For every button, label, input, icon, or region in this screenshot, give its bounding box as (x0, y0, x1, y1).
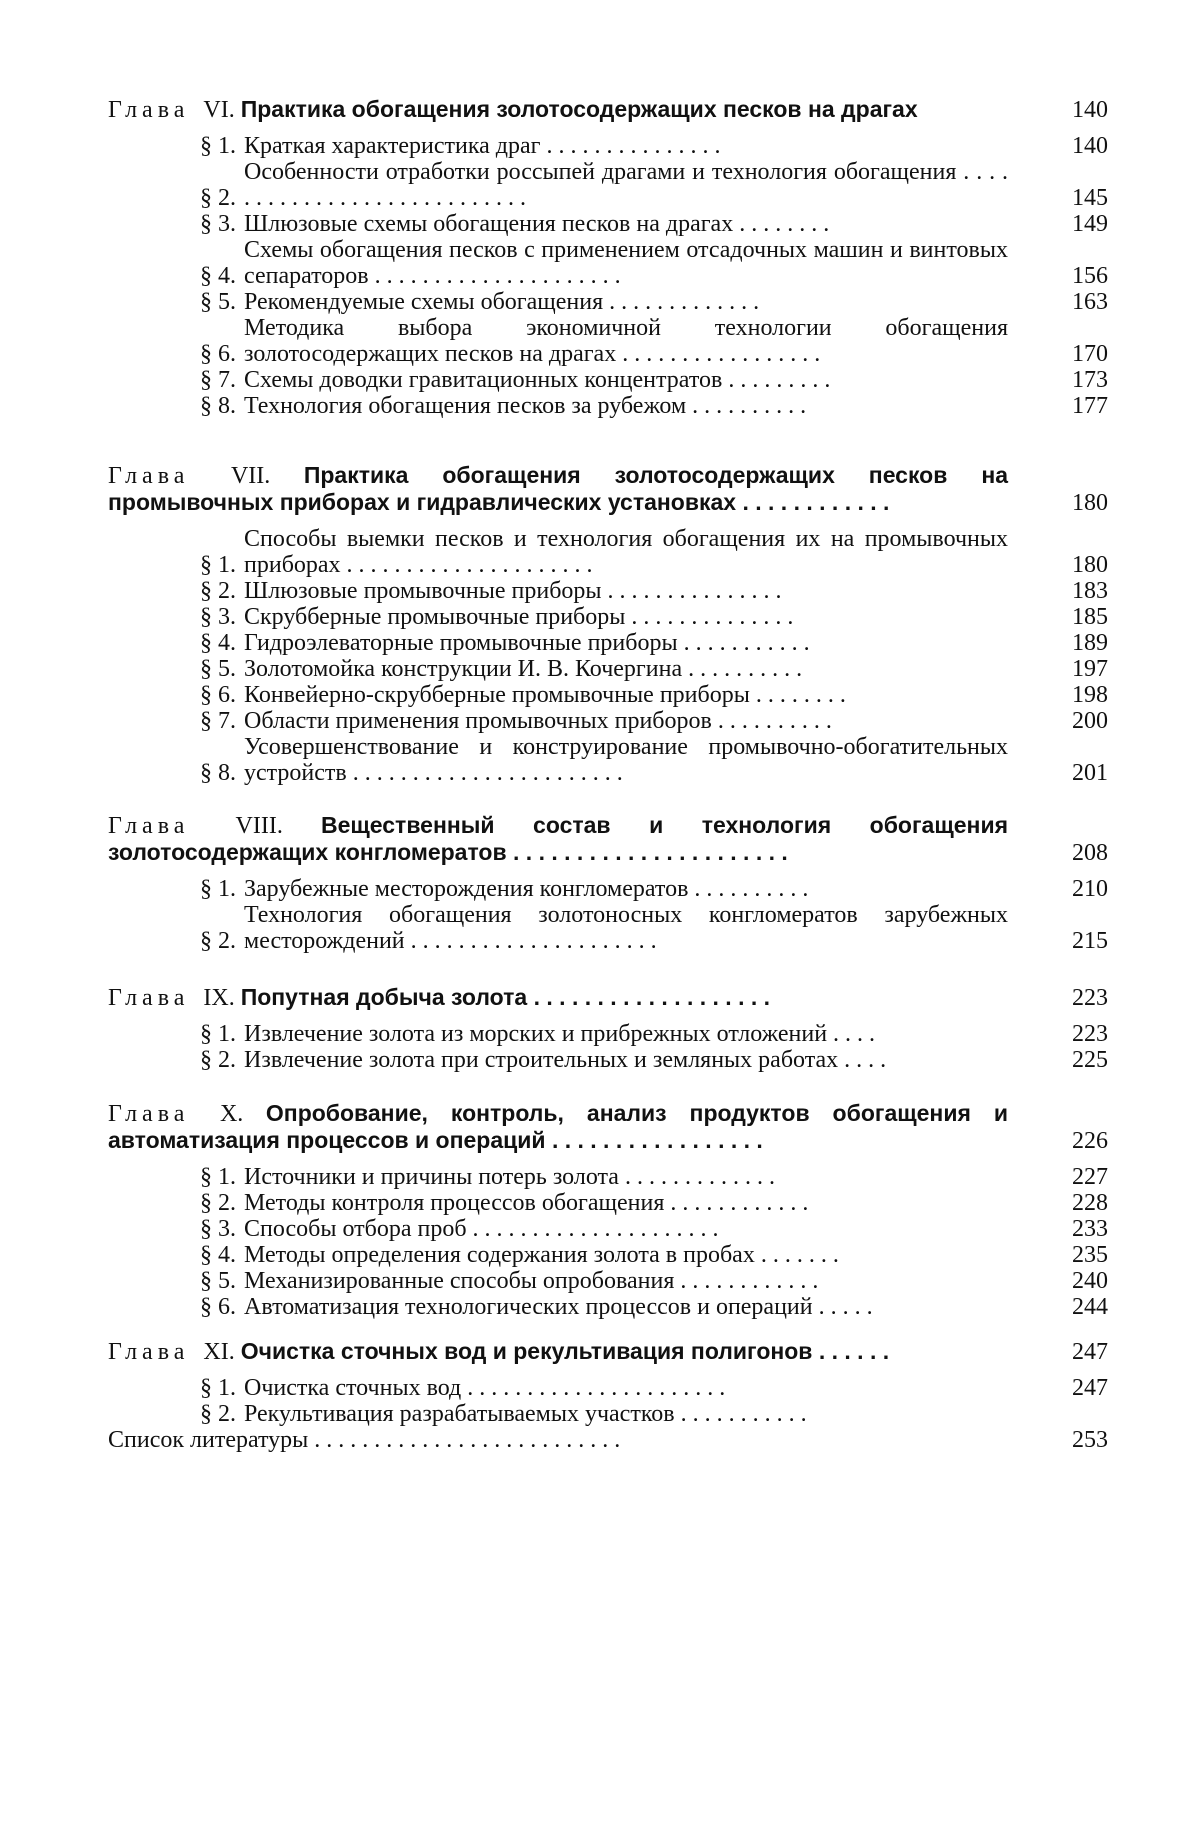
chapter-page-number: 180 (1072, 490, 1108, 516)
chapter-heading: Практика обогащения золотосодержащих песков на промывочных приборах и гидравлических установках . . . . . . . . . . . . (108, 462, 1009, 515)
chapter-number: VI. (203, 97, 235, 123)
section-title: Механизированные способы опробования . . . . . . . . . . . . (244, 1268, 819, 1294)
chapter-title-row (108, 1100, 1108, 1154)
section-title: Извлечение золота при строительных и земляных работах . . . . (244, 1047, 887, 1073)
section-page: 180 (1072, 552, 1108, 578)
section-number: § 1. (200, 1021, 236, 1047)
section-title: Особенности отработки россыпей драгами и технология обогащения . . . . . . . . . . . . . . . . . . . . . . . . . . . . (244, 159, 1008, 211)
section-page: 200 (1072, 708, 1108, 734)
toc-entry (108, 393, 1108, 419)
section-number: § 6. (200, 341, 236, 367)
toc-entry (108, 237, 1108, 289)
section-page: 185 (1072, 604, 1108, 630)
toc-entry (108, 656, 1108, 682)
section-title: Усовершенствование и конструирование промывочно-обогатительных устройств . . . . . . . . . . . . . . . . . . . . . . . (244, 734, 1008, 786)
section-title: Источники и причины потерь золота . . . . . . . . . . . . . (244, 1164, 775, 1190)
chapter-number: VII. (230, 463, 271, 489)
section-title: Краткая характеристика драг . . . . . . . . . . . . . . . (244, 133, 721, 159)
chapter-9 (108, 984, 1108, 1073)
chapter-entries (108, 1021, 1108, 1073)
toc-entry (108, 1294, 1108, 1320)
section-title: Технология обогащения золотоносных конгломератов зарубежных месторождений . . . . . . . . . . . . . . . . . . . . . (244, 902, 1008, 954)
toc-entry (108, 630, 1108, 656)
section-number: § 3. (200, 604, 236, 630)
chapter-8 (108, 812, 1108, 954)
section-number: § 1. (200, 133, 236, 159)
chapter-number: IX. (203, 985, 235, 1011)
section-page: 223 (1072, 1021, 1108, 1047)
section-page: 225 (1072, 1047, 1108, 1073)
section-page: 247 (1072, 1375, 1108, 1401)
section-title: Зарубежные месторождения конгломератов . . . . . . . . . . (244, 876, 809, 902)
toc-entry (108, 734, 1108, 786)
toc-entry (108, 315, 1108, 367)
toc-entry (108, 1190, 1108, 1216)
chapter-page-number: 223 (1072, 985, 1108, 1011)
section-title: Рекомендуемые схемы обогащения . . . . . . . . . . . . . (244, 289, 760, 315)
section-title: Золотомойка конструкции И. В. Кочергина . . . . . . . . . . (244, 656, 803, 682)
chapter-entries (108, 1164, 1108, 1320)
chapter-page-number: 247 (1072, 1339, 1108, 1365)
toc-entry (108, 1375, 1108, 1401)
chapter-6 (108, 96, 1108, 419)
chapter-label: Глава (108, 463, 190, 489)
section-page: 163 (1072, 289, 1108, 315)
toc-entry (108, 289, 1108, 315)
section-number: § 7. (200, 708, 236, 734)
section-title: Скрубберные промывочные приборы . . . . . . . . . . . . . . (244, 604, 794, 630)
chapter-entries (108, 876, 1108, 954)
section-number: § 5. (200, 289, 236, 315)
section-number: § 5. (200, 656, 236, 682)
section-title: Шлюзовые схемы обогащения песков на драгах . . . . . . . . (244, 211, 830, 237)
chapter-label: Глава (108, 985, 190, 1011)
toc-entry (108, 1401, 1108, 1427)
chapter-page-number: 208 (1072, 840, 1108, 866)
section-title: Схемы доводки гравитационных концентратов . . . . . . . . . (244, 367, 831, 393)
section-title: Методы определения содержания золота в пробах . . . . . . . (244, 1242, 839, 1268)
section-page: 210 (1072, 876, 1108, 902)
chapter-label: Глава (108, 813, 190, 839)
toc-entry (108, 211, 1108, 237)
section-page: 227 (1072, 1164, 1108, 1190)
toc-entry (108, 1164, 1108, 1190)
section-number: § 3. (200, 211, 236, 237)
chapter-heading: Практика обогащения золотосодержащих песков на драгах (240, 96, 918, 122)
chapter-entries (108, 133, 1108, 419)
section-title: Способы отбора проб . . . . . . . . . . . . . . . . . . . . . (244, 1216, 719, 1242)
chapter-heading: Очистка сточных вод и рекультивация полигонов . . . . . . (240, 1338, 890, 1364)
toc-entry (108, 1047, 1108, 1073)
section-page: 215 (1072, 928, 1108, 954)
section-number: § 6. (200, 1294, 236, 1320)
chapter-title-row (108, 812, 1108, 866)
toc-entry (108, 133, 1108, 159)
section-title: Гидроэлеваторные промывочные приборы . . . . . . . . . . . (244, 630, 810, 656)
section-page: 149 (1072, 211, 1108, 237)
chapter-label: Глава (108, 1101, 190, 1127)
toc-entry (108, 1242, 1108, 1268)
chapter-title-row (108, 1338, 1108, 1365)
section-number: § 4. (200, 1242, 236, 1268)
toc-entry (108, 876, 1108, 902)
section-title: Автоматизация технологических процессов и операций . . . . . (244, 1294, 873, 1320)
section-number: § 2. (200, 185, 236, 211)
section-number: § 3. (200, 1216, 236, 1242)
section-number: § 1. (200, 1164, 236, 1190)
section-number: § 2. (200, 1401, 236, 1427)
section-page: 173 (1072, 367, 1108, 393)
section-page: 244 (1072, 1294, 1108, 1320)
chapter-page-number: 226 (1072, 1128, 1108, 1154)
section-page: 201 (1072, 760, 1108, 786)
chapter-title-row (108, 96, 1108, 123)
bibliography-title: Список литературы . . . . . . . . . . . . . . . . . . . . . . . . . . (108, 1427, 621, 1453)
section-number: § 4. (200, 263, 236, 289)
section-title: Схемы обогащения песков с применением отсадочных машин и винтовых сепараторов . . . . . . . . . . . . . . . . . . . . . (244, 237, 1008, 289)
chapter-heading: Вещественный состав и технология обогащения золотосодержащих конгломератов . . . . . . . . . . . . . . . . . . . . . . (108, 812, 1009, 865)
section-page: 170 (1072, 341, 1108, 367)
toc-entry (108, 1216, 1108, 1242)
chapter-11 (108, 1338, 1108, 1453)
section-title: Очистка сточных вод . . . . . . . . . . . . . . . . . . . . . . (244, 1375, 726, 1401)
bibliography-entry (108, 1427, 1108, 1453)
section-title: Рекультивация разрабатываемых участков . . . . . . . . . . . (244, 1401, 807, 1427)
chapter-title-row (108, 984, 1108, 1011)
section-page: 198 (1072, 682, 1108, 708)
chapter-page-number: 140 (1072, 97, 1108, 123)
toc-entry (108, 708, 1108, 734)
section-number: § 2. (200, 1047, 236, 1073)
chapter-number: VIII. (235, 813, 283, 839)
chapter-label: Глава (108, 1339, 190, 1365)
section-number: § 7. (200, 367, 236, 393)
section-number: § 8. (200, 393, 236, 419)
chapter-heading: Попутная добыча золота . . . . . . . . . . . . . . . . . . . (240, 984, 771, 1010)
bibliography-page: 253 (1072, 1427, 1108, 1453)
chapter-entries (108, 1375, 1108, 1453)
chapter-10 (108, 1100, 1108, 1320)
chapter-number: XI. (203, 1339, 235, 1365)
toc-entry (108, 682, 1108, 708)
section-number: § 8. (200, 760, 236, 786)
section-number: § 1. (200, 1375, 236, 1401)
section-number: § 1. (200, 552, 236, 578)
section-page: 235 (1072, 1242, 1108, 1268)
toc-entry (108, 902, 1108, 954)
toc-entry (108, 604, 1108, 630)
section-title: Способы выемки песков и технология обогащения их на промывочных приборах . . . . . . . . . . . . . . . . . . . . . (244, 526, 1008, 578)
section-number: § 2. (200, 928, 236, 954)
section-number: § 6. (200, 682, 236, 708)
section-title: Конвейерно-скрубберные промывочные приборы . . . . . . . . (244, 682, 846, 708)
section-number: § 1. (200, 876, 236, 902)
chapter-number: X. (219, 1101, 244, 1127)
toc-entry (108, 578, 1108, 604)
section-page: 183 (1072, 578, 1108, 604)
section-title: Методика выбора экономичной технологии обогащения золотосодержащих песков на драгах . . . . . . . . . . . . . . . . . (244, 315, 1008, 367)
section-title: Технология обогащения песков за рубежом . . . . . . . . . . (244, 393, 807, 419)
toc-entry (108, 1268, 1108, 1294)
section-page: 189 (1072, 630, 1108, 656)
section-page: 156 (1072, 263, 1108, 289)
section-page: 228 (1072, 1190, 1108, 1216)
section-title: Методы контроля процессов обогащения . . . . . . . . . . . . (244, 1190, 809, 1216)
section-number: § 5. (200, 1268, 236, 1294)
chapter-7 (108, 462, 1108, 786)
chapter-title-row (108, 462, 1108, 516)
section-page: 140 (1072, 133, 1108, 159)
section-page: 233 (1072, 1216, 1108, 1242)
toc-entry (108, 367, 1108, 393)
chapter-label: Глава (108, 97, 190, 123)
toc-entry (108, 526, 1108, 578)
section-page: 177 (1072, 393, 1108, 419)
section-number: § 2. (200, 1190, 236, 1216)
section-page: 145 (1072, 185, 1108, 211)
chapter-entries (108, 526, 1108, 786)
toc-entry (108, 1021, 1108, 1047)
chapter-heading: Опробование, контроль, анализ продуктов обогащения и автоматизация процессов и операций . . . . . . . . . . . . . . . . . (108, 1100, 1009, 1153)
toc-entry (108, 159, 1108, 211)
section-number: § 4. (200, 630, 236, 656)
section-title: Области применения промывочных приборов . . . . . . . . . . (244, 708, 832, 734)
section-page: 240 (1072, 1268, 1108, 1294)
section-title: Шлюзовые промывочные приборы . . . . . . . . . . . . . . . (244, 578, 782, 604)
section-number: § 2. (200, 578, 236, 604)
section-title: Извлечение золота из морских и прибрежных отложений . . . . (244, 1021, 876, 1047)
section-page: 197 (1072, 656, 1108, 682)
